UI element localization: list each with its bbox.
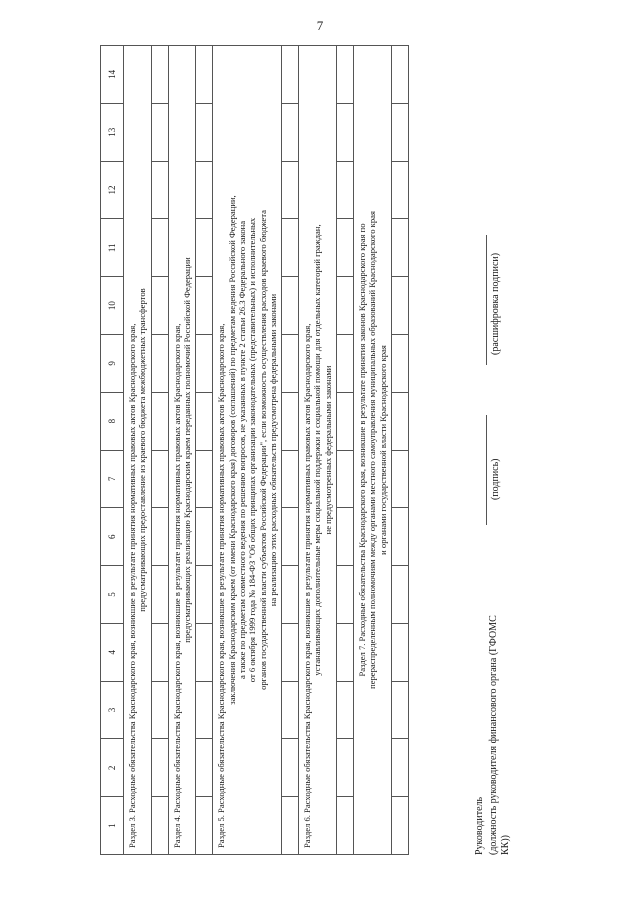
empty-row — [282, 46, 299, 855]
section-3-title — [124, 46, 152, 855]
section-5-line-1: Раздел 5. Расходные обязательства Краснодарского края, возникшие в результате принятия нормативных правовых актов Краснодарского края, — [216, 323, 227, 848]
column-number: 11 — [101, 219, 124, 277]
section-5-line-2: заключения Краснодарским краем (от имени Краснодарского края) договоров (соглашений) по предметам ведения Российской Федерации, — [226, 195, 237, 705]
column-number: 3 — [101, 681, 124, 739]
section-3-row — [124, 46, 152, 855]
section-7-row — [354, 46, 392, 855]
empty-row — [337, 46, 354, 855]
signature-name-line — [486, 235, 487, 365]
signature-heading: Руководитель — [474, 796, 485, 855]
column-number: 10 — [101, 277, 124, 335]
page-number: 7 — [316, 18, 324, 33]
section-7-line-3: и органами государственной власти Краснодарского края — [377, 345, 388, 555]
column-number: 12 — [101, 161, 124, 219]
rotated-sheet — [80, 45, 535, 855]
empty-row — [196, 46, 213, 855]
empty-row — [392, 46, 409, 855]
section-5-line-5: органов государственной власти субъектов Российской Федерации", если возможность осуществления расходов краевого бюджета — [257, 210, 268, 690]
obligations-table — [100, 45, 409, 855]
section-5-line-4: от 6 октября 1999 года № 184-ФЗ "Об общих принципах организации законодательных (представительных) и исполнительных — [247, 217, 258, 683]
section-6-line-2: устанавливающих дополнительные меры социальной поддержки и социальной помощи для отдельных категорий граждан, — [312, 224, 323, 676]
section-6-row — [299, 46, 337, 855]
section-6-line-1: Раздел 6. Расходные обязательства Краснодарского края, возникшие в результате принятия нормативных правовых актов Краснодарского края, — [302, 323, 313, 848]
column-number: 14 — [101, 46, 124, 104]
column-number: 8 — [101, 392, 124, 450]
column-number: 7 — [101, 450, 124, 508]
column-number: 4 — [101, 623, 124, 681]
section-3-line-2: предусматривающих предоставление из краевого бюджета межбюджетных трансфертов — [137, 288, 148, 612]
section-5-row — [213, 46, 282, 855]
column-number: 13 — [101, 103, 124, 161]
column-number: 6 — [101, 508, 124, 566]
section-3-line-1: Раздел 3. Расходные обязательства Краснодарского края, возникшие в результате принятия нормативных правовых актов Краснодарского края, — [127, 323, 137, 848]
section-4-line-2: предусматривающих реализацию Краснодарским краем переданных полномочий Российской Федерации — [181, 257, 192, 643]
signature-title-caption: (должность руководителя финансового органа (ГФОМС КК)) — [488, 615, 511, 855]
column-number: 2 — [101, 739, 124, 797]
signature-name-caption: (расшифровка подписи) — [490, 252, 501, 355]
section-5-title — [213, 46, 282, 855]
empty-row — [151, 46, 168, 855]
section-7-line-2: перераспределенным полномочиям между органами местного самоуправления муниципальных образований Краснодарского края — [367, 211, 378, 689]
column-number: 1 — [101, 797, 124, 855]
section-7-title — [354, 46, 392, 855]
section-5-line-6: на реализацию этих расходных обязательств предусмотрена федеральными законами — [267, 293, 278, 607]
signature-line — [486, 415, 487, 525]
section-4-line-1: Раздел 4. Расходные обязательства Краснодарского края, возникшие в результате принятия нормативных правовых актов Краснодарского края, — [171, 323, 182, 848]
section-6-line-3: не предусмотренных федеральными законами — [322, 365, 333, 535]
section-7-line-1: Раздел 7. Расходные обязательства Краснодарского края, возникшие в результате принятия законов Краснодарского края по — [357, 223, 368, 677]
section-6-title — [299, 46, 337, 855]
column-number-row — [101, 46, 124, 855]
column-number: 5 — [101, 566, 124, 624]
obligations-table-wrap — [100, 45, 409, 855]
column-number: 9 — [101, 334, 124, 392]
signature-sign-caption: (подпись) — [490, 458, 501, 500]
section-4-row — [168, 46, 196, 855]
section-5-line-3: а также по предметам совместного ведения по решению вопросов, не указанных в пункте 2 статьи 26.3 Федерального закона — [236, 220, 247, 680]
section-4-title — [168, 46, 196, 855]
